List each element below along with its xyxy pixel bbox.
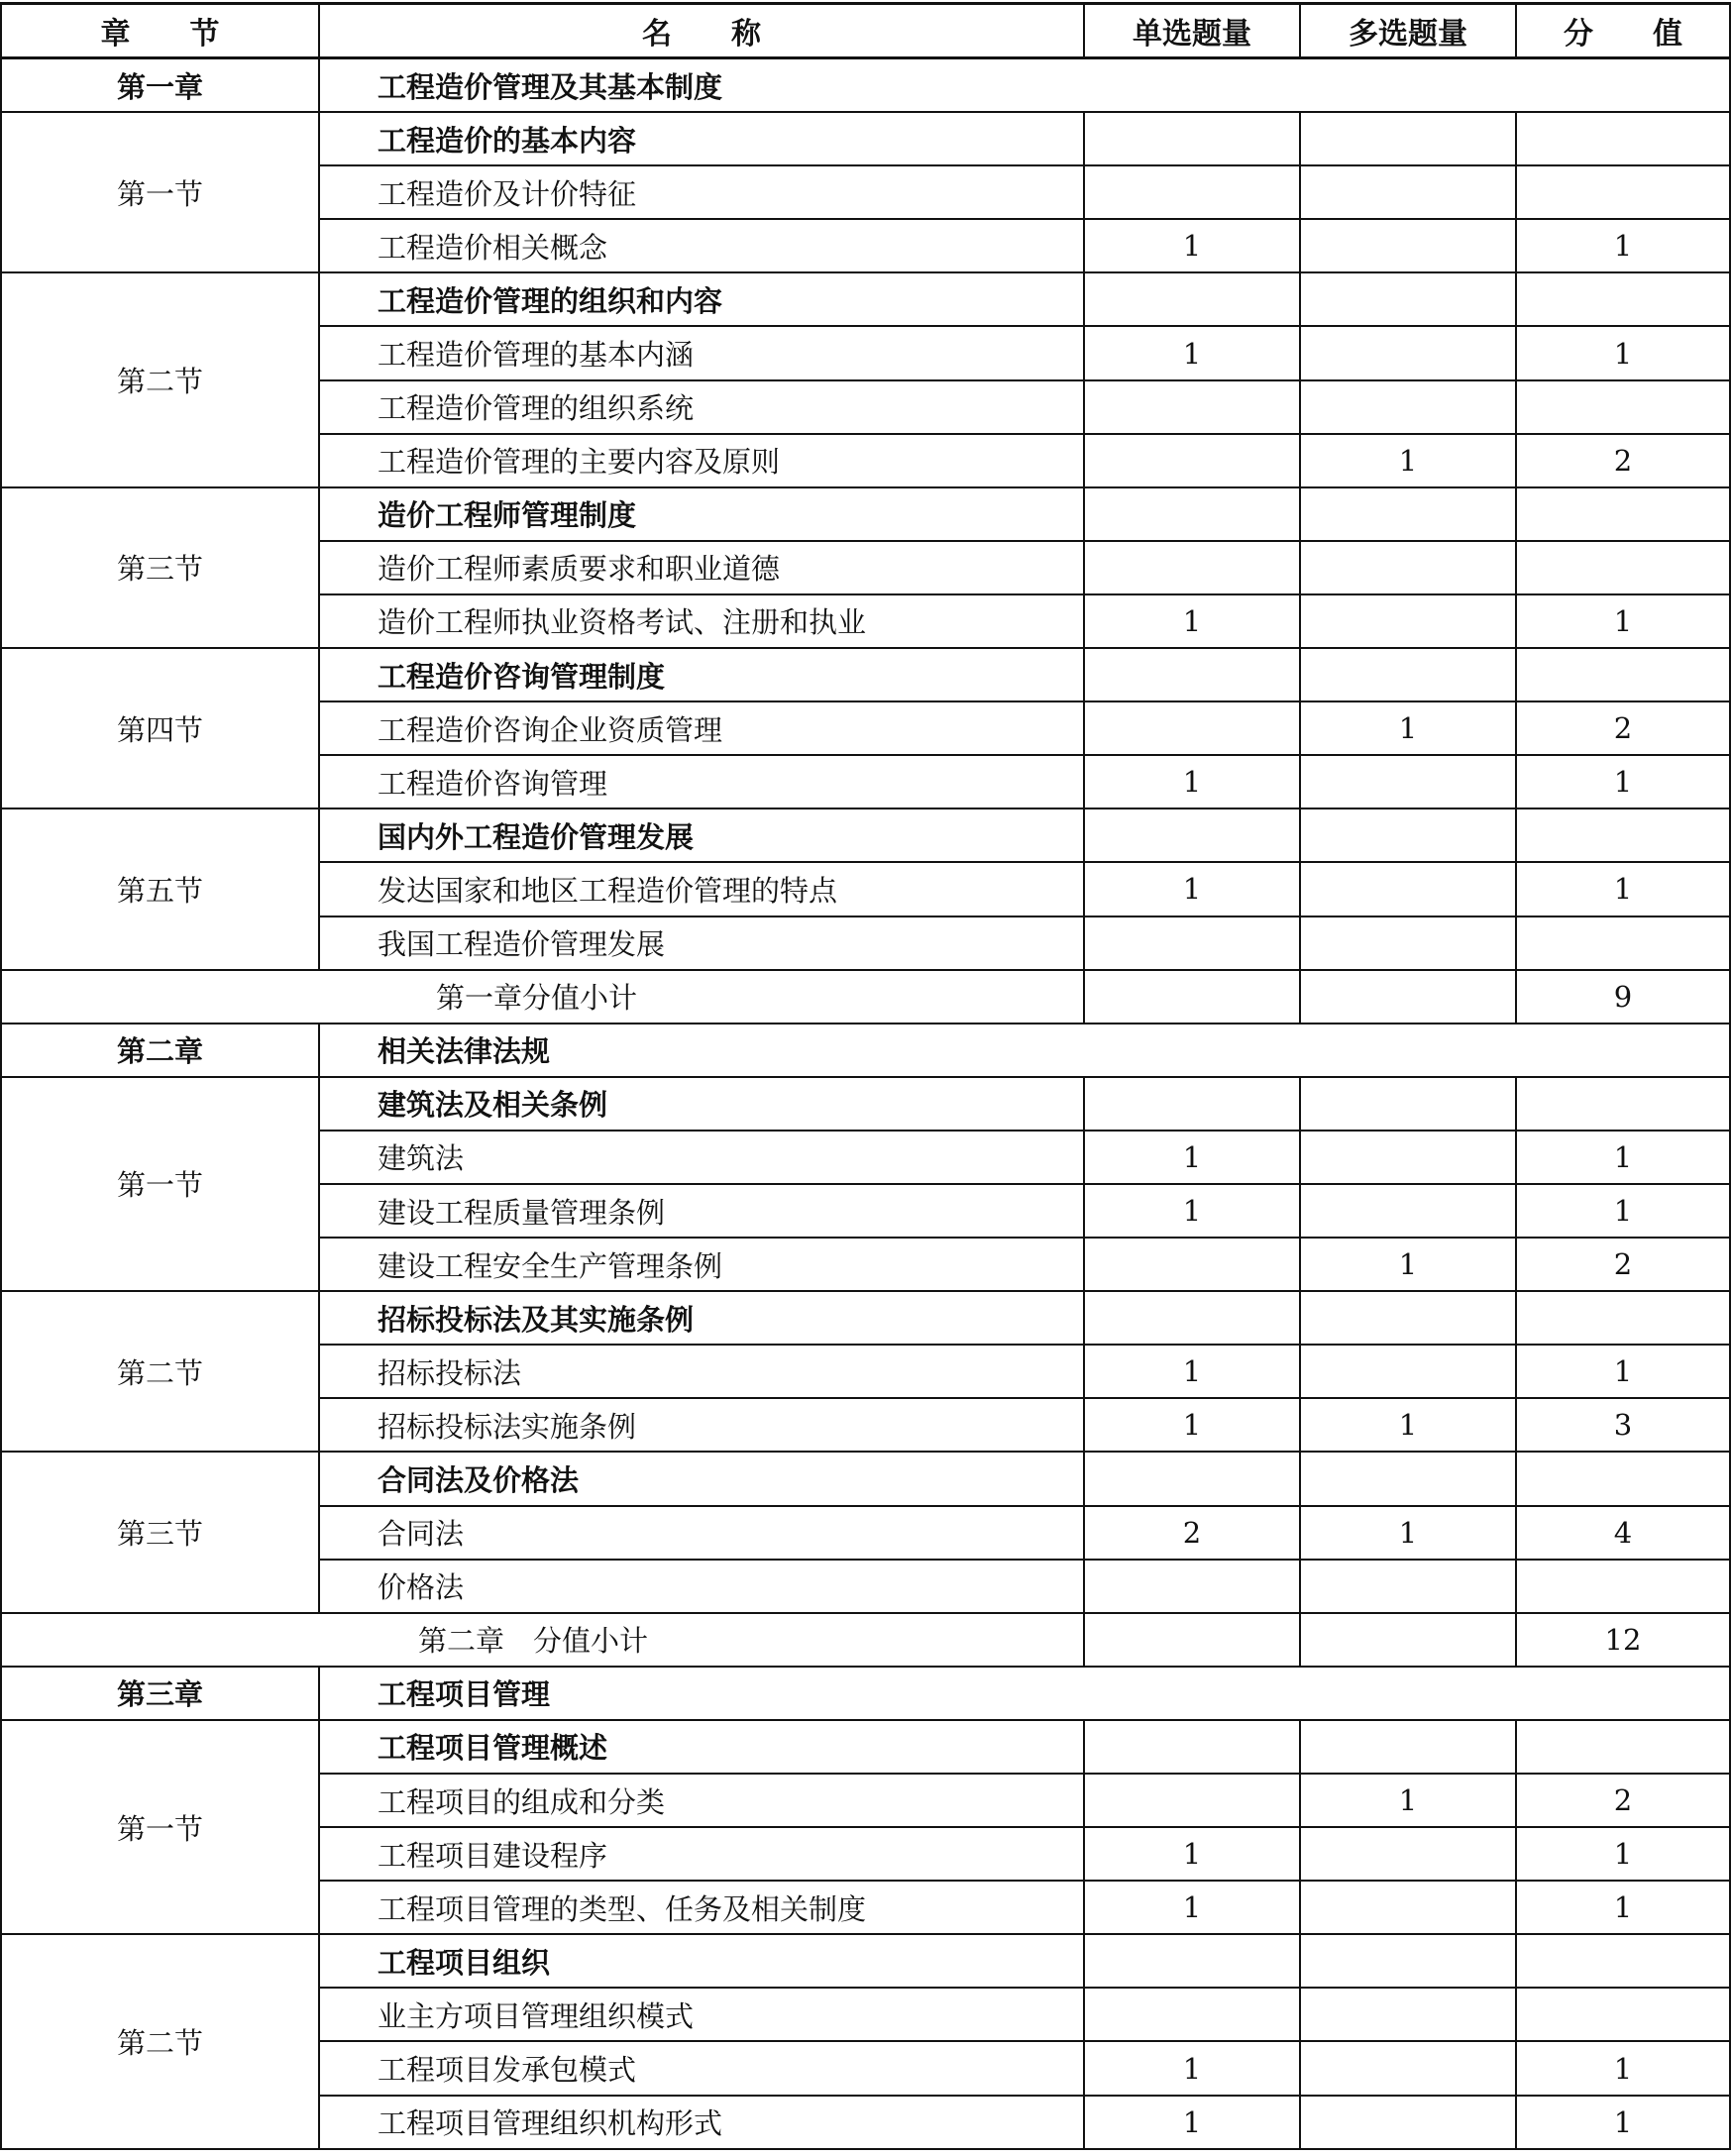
single-choice-count — [1084, 1077, 1300, 1131]
table-row — [1, 648, 1730, 701]
multi-choice-count: 1 — [1300, 1398, 1516, 1452]
score-value: 1 — [1516, 219, 1730, 272]
multi-choice-count — [1300, 808, 1516, 862]
multi-choice-count — [1300, 1291, 1516, 1345]
score-value — [1516, 1291, 1730, 1345]
single-choice-count: 1 — [1084, 1881, 1300, 1934]
score-value: 1 — [1516, 1827, 1730, 1881]
topic-name: 工程项目管理组织机构形式 — [319, 2096, 1084, 2149]
multi-choice-count — [1300, 970, 1516, 1024]
section-label: 第四节 — [1, 648, 319, 808]
topic-name: 工程造价及计价特征 — [319, 165, 1084, 219]
chapter-number: 第二章 — [1, 1024, 319, 1077]
single-choice-count — [1084, 165, 1300, 219]
single-choice-count: 1 — [1084, 2041, 1300, 2095]
header-name: 名 称 — [319, 4, 1084, 58]
single-choice-count — [1084, 1613, 1300, 1667]
header-multi-choice: 多选题量 — [1300, 4, 1516, 58]
section-label: 第二节 — [1, 1291, 319, 1452]
section-title: 工程造价咨询管理制度 — [319, 648, 1084, 701]
single-choice-count: 1 — [1084, 862, 1300, 916]
multi-choice-count — [1300, 648, 1516, 701]
multi-choice-count — [1300, 326, 1516, 379]
subtotal-label: 第二章 分值小计 — [1, 1613, 1084, 1667]
table-row — [1, 112, 1730, 165]
table-row — [1, 1934, 1730, 1988]
exam-score-table — [0, 2, 1731, 2150]
multi-choice-count: 1 — [1300, 1774, 1516, 1827]
topic-name: 合同法 — [319, 1506, 1084, 1560]
section-title: 工程造价管理的组织和内容 — [319, 272, 1084, 326]
chapter-row — [1, 58, 1730, 113]
single-choice-count — [1084, 1720, 1300, 1774]
chapter-number: 第一章 — [1, 58, 319, 113]
table-row — [1, 272, 1730, 326]
score-value: 1 — [1516, 2096, 1730, 2149]
topic-name: 工程造价管理的组织系统 — [319, 380, 1084, 434]
single-choice-count: 1 — [1084, 1184, 1300, 1238]
multi-choice-count — [1300, 541, 1516, 594]
score-value: 3 — [1516, 1398, 1730, 1452]
topic-name: 招标投标法实施条例 — [319, 1398, 1084, 1452]
subtotal-row — [1, 1613, 1730, 1667]
section-label: 第一节 — [1, 1077, 319, 1291]
single-choice-count — [1084, 701, 1300, 755]
score-value — [1516, 165, 1730, 219]
score-value: 1 — [1516, 594, 1730, 648]
table-body — [1, 58, 1730, 2149]
score-value: 1 — [1516, 755, 1730, 808]
multi-choice-count — [1300, 594, 1516, 648]
multi-choice-count — [1300, 862, 1516, 916]
topic-name: 建设工程安全生产管理条例 — [319, 1238, 1084, 1291]
multi-choice-count — [1300, 755, 1516, 808]
multi-choice-count — [1300, 380, 1516, 434]
single-choice-count — [1084, 380, 1300, 434]
multi-choice-count — [1300, 1560, 1516, 1613]
topic-name: 建设工程质量管理条例 — [319, 1184, 1084, 1238]
score-value: 1 — [1516, 1345, 1730, 1398]
score-value — [1516, 1452, 1730, 1505]
score-value: 1 — [1516, 326, 1730, 379]
topic-name: 建筑法 — [319, 1131, 1084, 1184]
chapter-title: 工程造价管理及其基本制度 — [319, 58, 1730, 113]
section-label: 第三节 — [1, 1452, 319, 1612]
topic-name: 工程项目发承包模式 — [319, 2041, 1084, 2095]
single-choice-count: 1 — [1084, 1398, 1300, 1452]
single-choice-count — [1084, 808, 1300, 862]
section-title: 招标投标法及其实施条例 — [319, 1291, 1084, 1345]
score-value — [1516, 112, 1730, 165]
single-choice-count — [1084, 434, 1300, 487]
chapter-number: 第三章 — [1, 1667, 319, 1720]
section-title: 合同法及价格法 — [319, 1452, 1084, 1505]
score-value: 2 — [1516, 1238, 1730, 1291]
subtotal-score: 12 — [1516, 1613, 1730, 1667]
multi-choice-count — [1300, 165, 1516, 219]
multi-choice-count — [1300, 487, 1516, 541]
single-choice-count — [1084, 970, 1300, 1024]
subtotal-score: 9 — [1516, 970, 1730, 1024]
topic-name: 工程造价管理的主要内容及原则 — [319, 434, 1084, 487]
score-value: 2 — [1516, 434, 1730, 487]
single-choice-count — [1084, 541, 1300, 594]
multi-choice-count: 1 — [1300, 701, 1516, 755]
multi-choice-count — [1300, 1613, 1516, 1667]
table-row — [1, 487, 1730, 541]
table-row — [1, 1077, 1730, 1131]
section-title: 国内外工程造价管理发展 — [319, 808, 1084, 862]
single-choice-count: 1 — [1084, 219, 1300, 272]
score-value: 1 — [1516, 1881, 1730, 1934]
topic-name: 造价工程师素质要求和职业道德 — [319, 541, 1084, 594]
header-single-choice: 单选题量 — [1084, 4, 1300, 58]
multi-choice-count — [1300, 1184, 1516, 1238]
single-choice-count: 1 — [1084, 1827, 1300, 1881]
topic-name: 工程项目管理的类型、任务及相关制度 — [319, 1881, 1084, 1934]
topic-name: 工程造价咨询企业资质管理 — [319, 701, 1084, 755]
score-value: 2 — [1516, 701, 1730, 755]
score-value — [1516, 541, 1730, 594]
multi-choice-count — [1300, 1131, 1516, 1184]
topic-name: 工程造价相关概念 — [319, 219, 1084, 272]
multi-choice-count — [1300, 2041, 1516, 2095]
single-choice-count — [1084, 1988, 1300, 2041]
subtotal-label: 第一章分值小计 — [1, 970, 1084, 1024]
table-row — [1, 1452, 1730, 1505]
single-choice-count: 1 — [1084, 1131, 1300, 1184]
multi-choice-count — [1300, 1720, 1516, 1774]
score-value — [1516, 916, 1730, 970]
multi-choice-count — [1300, 1988, 1516, 2041]
section-label: 第一节 — [1, 1720, 319, 1934]
single-choice-count: 1 — [1084, 755, 1300, 808]
multi-choice-count — [1300, 2096, 1516, 2149]
topic-name: 价格法 — [319, 1560, 1084, 1613]
single-choice-count: 1 — [1084, 2096, 1300, 2149]
single-choice-count — [1084, 1291, 1300, 1345]
multi-choice-count — [1300, 1934, 1516, 1988]
score-value — [1516, 380, 1730, 434]
score-value — [1516, 487, 1730, 541]
single-choice-count — [1084, 648, 1300, 701]
header-section: 章 节 — [1, 4, 319, 58]
topic-name: 发达国家和地区工程造价管理的特点 — [319, 862, 1084, 916]
single-choice-count — [1084, 112, 1300, 165]
single-choice-count — [1084, 1452, 1300, 1505]
multi-choice-count: 1 — [1300, 434, 1516, 487]
multi-choice-count — [1300, 916, 1516, 970]
score-value — [1516, 1720, 1730, 1774]
section-title: 工程项目管理概述 — [319, 1720, 1084, 1774]
chapter-title: 工程项目管理 — [319, 1667, 1730, 1720]
topic-name: 工程项目建设程序 — [319, 1827, 1084, 1881]
multi-choice-count: 1 — [1300, 1238, 1516, 1291]
multi-choice-count: 1 — [1300, 1506, 1516, 1560]
score-value — [1516, 1934, 1730, 1988]
topic-name: 业主方项目管理组织模式 — [319, 1988, 1084, 2041]
topic-name: 工程造价管理的基本内涵 — [319, 326, 1084, 379]
multi-choice-count — [1300, 1881, 1516, 1934]
table-row — [1, 1291, 1730, 1345]
score-value — [1516, 272, 1730, 326]
single-choice-count — [1084, 487, 1300, 541]
multi-choice-count — [1300, 1077, 1516, 1131]
single-choice-count: 2 — [1084, 1506, 1300, 1560]
score-value — [1516, 1988, 1730, 2041]
topic-name: 招标投标法 — [319, 1345, 1084, 1398]
single-choice-count — [1084, 1934, 1300, 1988]
table-row — [1, 808, 1730, 862]
single-choice-count: 1 — [1084, 326, 1300, 379]
score-value: 1 — [1516, 1131, 1730, 1184]
chapter-title: 相关法律法规 — [319, 1024, 1730, 1077]
score-value — [1516, 808, 1730, 862]
score-value: 1 — [1516, 862, 1730, 916]
single-choice-count — [1084, 1774, 1300, 1827]
score-value: 1 — [1516, 1184, 1730, 1238]
chapter-row — [1, 1667, 1730, 1720]
multi-choice-count — [1300, 272, 1516, 326]
topic-name: 造价工程师执业资格考试、注册和执业 — [319, 594, 1084, 648]
multi-choice-count — [1300, 219, 1516, 272]
subtotal-row — [1, 970, 1730, 1024]
section-title: 造价工程师管理制度 — [319, 487, 1084, 541]
single-choice-count — [1084, 916, 1300, 970]
section-title: 工程造价的基本内容 — [319, 112, 1084, 165]
score-value: 2 — [1516, 1774, 1730, 1827]
table-row — [1, 1720, 1730, 1774]
single-choice-count — [1084, 1238, 1300, 1291]
single-choice-count: 1 — [1084, 1345, 1300, 1398]
single-choice-count: 1 — [1084, 594, 1300, 648]
section-title: 工程项目组织 — [319, 1934, 1084, 1988]
single-choice-count — [1084, 272, 1300, 326]
score-value — [1516, 648, 1730, 701]
score-value — [1516, 1560, 1730, 1613]
section-label: 第五节 — [1, 808, 319, 969]
table-header-row — [1, 4, 1730, 58]
topic-name: 工程项目的组成和分类 — [319, 1774, 1084, 1827]
score-value: 4 — [1516, 1506, 1730, 1560]
multi-choice-count — [1300, 1345, 1516, 1398]
single-choice-count — [1084, 1560, 1300, 1613]
section-label: 第一节 — [1, 112, 319, 272]
section-title: 建筑法及相关条例 — [319, 1077, 1084, 1131]
section-label: 第三节 — [1, 487, 319, 648]
section-label: 第二节 — [1, 1934, 319, 2148]
multi-choice-count — [1300, 1452, 1516, 1505]
multi-choice-count — [1300, 1827, 1516, 1881]
header-score: 分 值 — [1516, 4, 1730, 58]
score-value — [1516, 1077, 1730, 1131]
score-value: 1 — [1516, 2041, 1730, 2095]
section-label: 第二节 — [1, 272, 319, 486]
multi-choice-count — [1300, 112, 1516, 165]
topic-name: 我国工程造价管理发展 — [319, 916, 1084, 970]
topic-name: 工程造价咨询管理 — [319, 755, 1084, 808]
chapter-row — [1, 1024, 1730, 1077]
